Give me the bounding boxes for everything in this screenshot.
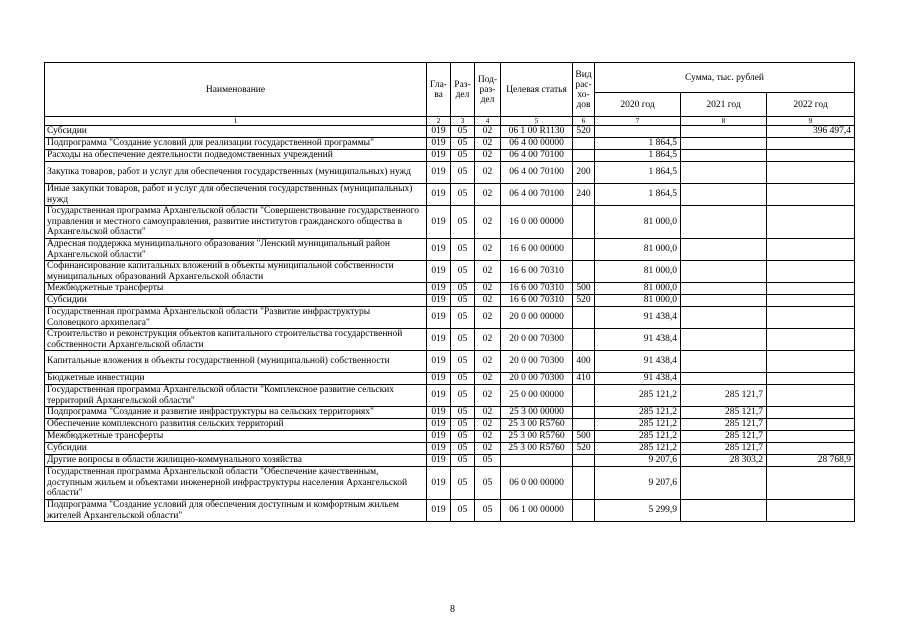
row-podrazdel: 02: [475, 295, 501, 307]
row-sum-2021: [681, 184, 767, 206]
row-target: 25 3 00 R5760: [501, 431, 573, 443]
row-name: Капитальные вложения в объекты государственной (муниципальной) собственности: [45, 351, 427, 373]
row-sum-2021: [681, 467, 767, 500]
row-podrazdel: 02: [475, 239, 501, 261]
row-vid: [573, 261, 595, 283]
row-podrazdel: 02: [475, 329, 501, 351]
row-sum-2022: [767, 443, 855, 455]
row-sum-2022: [767, 407, 855, 419]
row-glava: 019: [427, 373, 451, 385]
row-target: 25 3 00 R5760: [501, 419, 573, 431]
row-razdel: 05: [451, 373, 475, 385]
row-name: Подпрограмма "Создание условий для реализации государственной программы": [45, 138, 427, 150]
row-vid: 520: [573, 443, 595, 455]
row-target: 25 3 00 R5760: [501, 443, 573, 455]
row-sum-2022: [767, 261, 855, 283]
row-vid: [573, 500, 595, 522]
row-razdel: 05: [451, 283, 475, 295]
row-glava: 019: [427, 150, 451, 162]
row-razdel: 05: [451, 431, 475, 443]
row-name: Подпрограмма "Создание условий для обеспечения доступным и комфортным жильем жителей Архангельской области": [45, 500, 427, 522]
row-razdel: 05: [451, 126, 475, 138]
row-glava: 019: [427, 126, 451, 138]
row-razdel: 05: [451, 295, 475, 307]
column-number: 8: [681, 117, 767, 126]
row-target: 06 4 00 70100: [501, 184, 573, 206]
row-target: 06 1 00 R1130: [501, 126, 573, 138]
row-vid: [573, 455, 595, 467]
row-glava: 019: [427, 138, 451, 150]
row-podrazdel: 02: [475, 126, 501, 138]
row-sum-2020: 9 207,6: [595, 467, 681, 500]
row-name: Закупка товаров, работ и услуг для обеспечения государственных (муниципальных) нужд: [45, 162, 427, 184]
row-vid: 410: [573, 373, 595, 385]
row-podrazdel: 02: [475, 419, 501, 431]
header-podrazdel: Под-раз-дел: [475, 63, 501, 117]
row-podrazdel: 02: [475, 162, 501, 184]
row-name: Субсидии: [45, 126, 427, 138]
row-vid: [573, 385, 595, 407]
row-sum-2020: 1 864,5: [595, 184, 681, 206]
row-target: 16 6 00 00000: [501, 239, 573, 261]
row-razdel: 05: [451, 307, 475, 329]
row-podrazdel: 02: [475, 407, 501, 419]
row-sum-2022: [767, 283, 855, 295]
row-target: 16 6 00 70310: [501, 295, 573, 307]
row-name: Иные закупки товаров, работ и услуг для обеспечения государственных (муниципальных) нужд: [45, 184, 427, 206]
row-sum-2020: 81 000,0: [595, 206, 681, 239]
row-sum-2020: 285 121,2: [595, 431, 681, 443]
row-target: 06 4 00 70100: [501, 150, 573, 162]
row-target: [501, 455, 573, 467]
row-sum-2021: [681, 261, 767, 283]
row-podrazdel: 05: [475, 500, 501, 522]
row-sum-2022: [767, 351, 855, 373]
row-vid: [573, 407, 595, 419]
header-2020: 2020 год: [595, 93, 681, 117]
row-vid: [573, 206, 595, 239]
table-row: [45, 431, 855, 443]
row-sum-2021: 285 121,7: [681, 419, 767, 431]
column-number: 6: [573, 117, 595, 126]
row-podrazdel: 02: [475, 283, 501, 295]
row-sum-2020: 81 000,0: [595, 239, 681, 261]
table-row: [45, 184, 855, 206]
row-name: Государственная программа Архангельской области "Обеспечение качественным, доступным жильем и объектами инженерной инфраструктуры населения Архангельской области": [45, 467, 427, 500]
row-podrazdel: 05: [475, 467, 501, 500]
row-vid: 520: [573, 126, 595, 138]
table-row: [45, 206, 855, 239]
row-vid: [573, 150, 595, 162]
row-target: 20 0 00 00000: [501, 307, 573, 329]
row-vid: 520: [573, 295, 595, 307]
column-number: 5: [501, 117, 573, 126]
row-vid: 400: [573, 351, 595, 373]
row-target: 16 0 00 00000: [501, 206, 573, 239]
row-sum-2022: [767, 385, 855, 407]
row-sum-2021: [681, 138, 767, 150]
table-row: [45, 351, 855, 373]
row-name: Софинансирование капитальных вложений в объекты муниципальной собственности муниципальных образований Архангельской области: [45, 261, 427, 283]
row-target: 06 0 00 00000: [501, 467, 573, 500]
row-sum-2020: [595, 126, 681, 138]
row-podrazdel: 02: [475, 385, 501, 407]
column-number: 7: [595, 117, 681, 126]
row-sum-2020: 9 207,6: [595, 455, 681, 467]
row-glava: 019: [427, 329, 451, 351]
column-number: 3: [451, 117, 475, 126]
row-vid: 240: [573, 184, 595, 206]
row-sum-2020: 1 864,5: [595, 162, 681, 184]
table-row: [45, 385, 855, 407]
row-sum-2021: [681, 126, 767, 138]
row-sum-2022: [767, 467, 855, 500]
row-sum-2021: 285 121,7: [681, 431, 767, 443]
row-sum-2022: 28 768,9: [767, 455, 855, 467]
table-row: [45, 407, 855, 419]
row-vid: [573, 138, 595, 150]
table-row: [45, 239, 855, 261]
row-sum-2020: 1 864,5: [595, 138, 681, 150]
row-glava: 019: [427, 419, 451, 431]
row-sum-2022: [767, 419, 855, 431]
header-target: Целевая статья: [501, 63, 573, 117]
row-glava: 019: [427, 431, 451, 443]
row-sum-2021: [681, 206, 767, 239]
row-podrazdel: 02: [475, 443, 501, 455]
row-podrazdel: 02: [475, 261, 501, 283]
row-sum-2022: [767, 431, 855, 443]
row-sum-2021: [681, 500, 767, 522]
row-podrazdel: 02: [475, 184, 501, 206]
row-glava: 019: [427, 295, 451, 307]
row-glava: 019: [427, 239, 451, 261]
row-sum-2021: [681, 307, 767, 329]
row-vid: [573, 419, 595, 431]
row-sum-2022: [767, 307, 855, 329]
row-glava: 019: [427, 455, 451, 467]
table-body: [45, 126, 855, 522]
header-2022: 2022 год: [767, 93, 855, 117]
table-row: [45, 443, 855, 455]
table-row: [45, 150, 855, 162]
row-name: Государственная программа Архангельской области "Развитие инфраструктуры Соловецкого архипелага": [45, 307, 427, 329]
table-row: [45, 500, 855, 522]
row-sum-2021: 28 303,2: [681, 455, 767, 467]
row-vid: [573, 239, 595, 261]
row-razdel: 05: [451, 455, 475, 467]
row-sum-2021: [681, 373, 767, 385]
row-sum-2022: [767, 373, 855, 385]
row-glava: 019: [427, 283, 451, 295]
row-sum-2021: [681, 351, 767, 373]
row-razdel: 05: [451, 261, 475, 283]
table-row: [45, 126, 855, 138]
row-razdel: 05: [451, 443, 475, 455]
row-vid: [573, 307, 595, 329]
row-sum-2020: 285 121,2: [595, 419, 681, 431]
row-vid: [573, 329, 595, 351]
row-sum-2022: [767, 206, 855, 239]
row-vid: 200: [573, 162, 595, 184]
row-sum-2020: 91 438,4: [595, 373, 681, 385]
row-razdel: 05: [451, 138, 475, 150]
row-podrazdel: 02: [475, 150, 501, 162]
row-name: Обеспечение комплексного развития сельских территорий: [45, 419, 427, 431]
row-glava: 019: [427, 443, 451, 455]
row-podrazdel: 02: [475, 373, 501, 385]
row-razdel: 05: [451, 239, 475, 261]
row-sum-2022: [767, 162, 855, 184]
row-sum-2022: [767, 184, 855, 206]
table-row: [45, 261, 855, 283]
row-sum-2021: 285 121,7: [681, 407, 767, 419]
row-glava: 019: [427, 307, 451, 329]
row-name: Расходы на обеспечение деятельности подведомственных учреждений: [45, 150, 427, 162]
table-row: [45, 162, 855, 184]
row-name: Бюджетные инвестиции: [45, 373, 427, 385]
row-sum-2020: 285 121,2: [595, 385, 681, 407]
row-podrazdel: 02: [475, 431, 501, 443]
row-razdel: 05: [451, 184, 475, 206]
row-sum-2021: [681, 239, 767, 261]
row-sum-2022: [767, 239, 855, 261]
row-sum-2021: 285 121,7: [681, 385, 767, 407]
row-target: 20 0 00 70300: [501, 373, 573, 385]
row-razdel: 05: [451, 162, 475, 184]
row-podrazdel: 02: [475, 351, 501, 373]
row-glava: 019: [427, 184, 451, 206]
row-name: Субсидии: [45, 443, 427, 455]
row-target: 06 1 00 00000: [501, 500, 573, 522]
row-sum-2020: 81 000,0: [595, 261, 681, 283]
row-target: 06 4 00 00000: [501, 138, 573, 150]
row-razdel: 05: [451, 500, 475, 522]
table-row: [45, 467, 855, 500]
row-sum-2020: 285 121,2: [595, 443, 681, 455]
row-name: Субсидии: [45, 295, 427, 307]
row-sum-2020: 1 864,5: [595, 150, 681, 162]
row-glava: 019: [427, 162, 451, 184]
page-number: 8: [450, 604, 455, 615]
row-vid: [573, 467, 595, 500]
header-sum: Сумма, тыс. рублей: [595, 63, 855, 93]
row-name: Межбюджетные трансферты: [45, 431, 427, 443]
row-razdel: 05: [451, 206, 475, 239]
row-vid: 500: [573, 283, 595, 295]
header-vid: Вид рас-хо-дов: [573, 63, 595, 117]
header-razdel: Раз-дел: [451, 63, 475, 117]
row-target: 16 6 00 70310: [501, 261, 573, 283]
row-sum-2021: [681, 283, 767, 295]
row-sum-2022: 396 497,4: [767, 126, 855, 138]
row-glava: 019: [427, 261, 451, 283]
row-sum-2022: [767, 138, 855, 150]
row-sum-2020: 91 438,4: [595, 351, 681, 373]
row-podrazdel: 02: [475, 206, 501, 239]
row-sum-2022: [767, 150, 855, 162]
row-target: 16 6 00 70310: [501, 283, 573, 295]
row-name: Межбюджетные трансферты: [45, 283, 427, 295]
row-sum-2020: 5 299,9: [595, 500, 681, 522]
row-sum-2020: 285 121,2: [595, 407, 681, 419]
row-sum-2020: 91 438,4: [595, 307, 681, 329]
row-target: 20 0 00 70300: [501, 329, 573, 351]
row-glava: 019: [427, 500, 451, 522]
column-number: 2: [427, 117, 451, 126]
column-number: 1: [45, 117, 427, 126]
row-razdel: 05: [451, 150, 475, 162]
table-row: [45, 329, 855, 351]
row-target: 20 0 00 70300: [501, 351, 573, 373]
row-podrazdel: 02: [475, 307, 501, 329]
row-razdel: 05: [451, 385, 475, 407]
row-target: 25 3 00 00000: [501, 407, 573, 419]
row-sum-2020: 81 000,0: [595, 295, 681, 307]
row-vid: 500: [573, 431, 595, 443]
row-target: 06 4 00 70100: [501, 162, 573, 184]
row-razdel: 05: [451, 407, 475, 419]
row-sum-2020: 81 000,0: [595, 283, 681, 295]
table-row: [45, 295, 855, 307]
row-sum-2022: [767, 500, 855, 522]
row-name: Подпрограмма "Создание и развитие инфраструктуры на сельских территориях": [45, 407, 427, 419]
row-name: Другие вопросы в области жилищно-коммунального хозяйства: [45, 455, 427, 467]
row-name: Адресная поддержка муниципального образования "Ленский муниципальный район Архангельской области": [45, 239, 427, 261]
row-sum-2022: [767, 295, 855, 307]
row-target: 25 0 00 00000: [501, 385, 573, 407]
row-razdel: 05: [451, 419, 475, 431]
row-glava: 019: [427, 467, 451, 500]
budget-table: [44, 62, 855, 522]
column-number: 9: [767, 117, 855, 126]
row-name: Строительство и реконструкция объектов капитального строительства государственной собственности Архангельской области: [45, 329, 427, 351]
table-row: [45, 455, 855, 467]
row-sum-2022: [767, 329, 855, 351]
row-glava: 019: [427, 385, 451, 407]
row-razdel: 05: [451, 351, 475, 373]
table-row: [45, 373, 855, 385]
table-row: [45, 138, 855, 150]
row-razdel: 05: [451, 329, 475, 351]
row-sum-2021: 285 121,7: [681, 443, 767, 455]
header-name: Наименование: [45, 63, 427, 117]
row-glava: 019: [427, 351, 451, 373]
table-row: [45, 283, 855, 295]
row-podrazdel: 02: [475, 138, 501, 150]
row-sum-2020: 91 438,4: [595, 329, 681, 351]
column-numbers-row: [45, 117, 855, 126]
row-sum-2021: [681, 162, 767, 184]
header-2021: 2021 год: [681, 93, 767, 117]
row-podrazdel: 05: [475, 455, 501, 467]
row-sum-2021: [681, 329, 767, 351]
row-razdel: 05: [451, 467, 475, 500]
row-name: Государственная программа Архангельской области "Совершенствование государственного управления и местного самоуправления, развитие институтов гражданского общества в Архангельской области": [45, 206, 427, 239]
row-sum-2021: [681, 150, 767, 162]
table-row: [45, 419, 855, 431]
table-row: [45, 307, 855, 329]
row-sum-2021: [681, 295, 767, 307]
row-name: Государственная программа Архангельской области "Комплексное развитие сельских территорий Архангельской области": [45, 385, 427, 407]
row-glava: 019: [427, 407, 451, 419]
header-glava: Гла-ва: [427, 63, 451, 117]
column-number: 4: [475, 117, 501, 126]
row-glava: 019: [427, 206, 451, 239]
